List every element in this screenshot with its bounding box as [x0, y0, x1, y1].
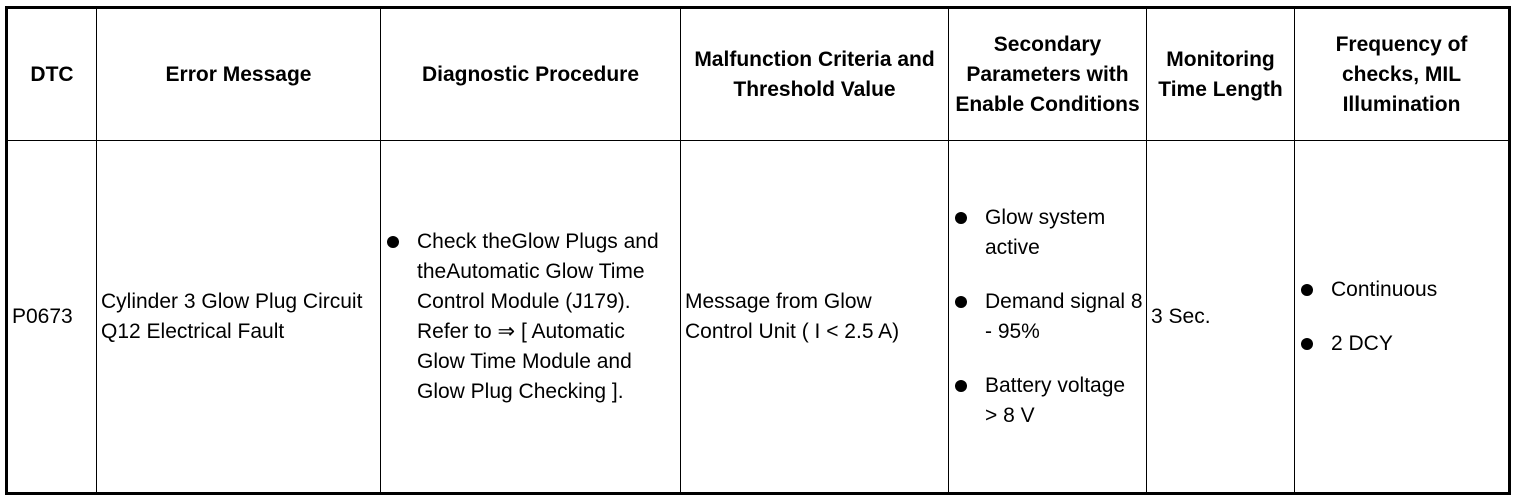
bullet-icon — [955, 296, 967, 308]
list-item — [1299, 275, 1505, 305]
list-item — [953, 287, 1143, 347]
bullet-icon — [955, 380, 967, 392]
header-secondary-parameters: Secondary Parameters with Enable Conditions — [949, 8, 1147, 141]
header-monitoring-time: Monitoring Time Length — [1147, 8, 1295, 141]
dtc-table — [5, 6, 1511, 495]
list-item — [953, 371, 1143, 431]
secondary-parameter-text: Battery voltage > 8 V — [985, 373, 1126, 427]
secondary-parameter-text: Demand signal 8 - 95% — [985, 289, 1143, 343]
frequency-list — [1299, 275, 1505, 359]
cell-diagnostic-procedure — [381, 141, 681, 494]
header-error-message: Error Message — [97, 8, 381, 141]
frequency-text: 2 DCY — [1331, 331, 1393, 355]
header-malfunction-criteria: Malfunction Criteria and Threshold Value — [681, 8, 949, 141]
header-dtc: DTC — [7, 8, 97, 141]
frequency-text: Continuous — [1331, 277, 1438, 301]
table-row — [7, 141, 1510, 494]
list-item — [385, 227, 677, 407]
cell-error-message: Cylinder 3 Glow Plug Circuit Q12 Electrical Fault — [97, 141, 381, 494]
bullet-icon — [955, 212, 967, 224]
list-item — [953, 203, 1143, 263]
bullet-icon — [387, 236, 399, 248]
bullet-icon — [1301, 284, 1313, 296]
cell-monitoring-time: 3 Sec. — [1147, 141, 1295, 494]
cell-frequency — [1295, 141, 1510, 494]
cell-secondary-parameters — [949, 141, 1147, 494]
secondary-parameter-text: Glow system active — [985, 205, 1106, 259]
diagnostic-procedure-text: Check theGlow Plugs and theAutomatic Glow Time Control Module (J179). Refer to ⇒ [ Automatic Glow Time Module and Glow Plug Checking ]. — [417, 229, 659, 403]
header-row — [7, 8, 1510, 141]
secondary-parameters-list — [953, 203, 1143, 431]
diagnostic-procedure-list — [385, 227, 677, 407]
cell-malfunction-criteria: Message from Glow Control Unit ( I < 2.5 A) — [681, 141, 949, 494]
list-item — [1299, 329, 1505, 359]
header-frequency: Frequency of checks, MIL Illumination — [1295, 8, 1510, 141]
cell-dtc-code: P0673 — [7, 141, 97, 494]
bullet-icon — [1301, 338, 1313, 350]
header-diagnostic-procedure: Diagnostic Procedure — [381, 8, 681, 141]
